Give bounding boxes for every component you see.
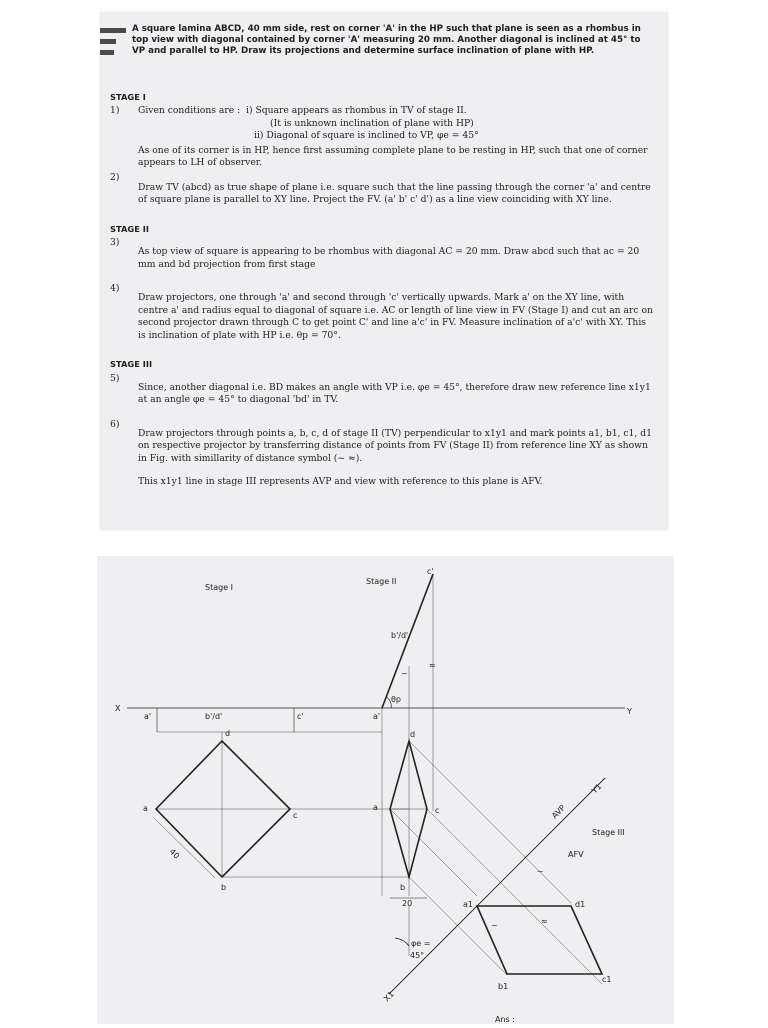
step5-text: Since, another diagonal i.e. BD makes an angle with VP i.e. φe = 45°, therefore draw new reference line x1y1 at an angle φe = 45° to diagonal 'bd' in TV. <box>138 381 651 406</box>
condition-i: i) Square appears as rhombus in TV of stage II. <box>246 105 467 117</box>
x-label: X <box>115 704 121 713</box>
phi-arc <box>395 938 409 946</box>
theta-p-label: θp <box>391 695 401 704</box>
step6-text: Draw projectors through points a, b, c, d of stage II (TV) perpendicular to x1y1 and mark points a1, b1, c1, d1 on respective projector by transferring distance of points from FV (Stage II) from reference line XY as shown in Fig. with simillarity of distance symbol (~ ≈). <box>138 428 652 464</box>
step-5 <box>110 373 655 416</box>
step-number: 2) <box>110 172 120 184</box>
phi-label: φe = <box>411 939 431 948</box>
stage2-bd-prime: b'/d' <box>391 631 409 640</box>
x1y1-line <box>389 778 605 994</box>
stage3-projector-c <box>427 809 602 984</box>
stage1-label: Stage I <box>205 583 234 592</box>
scan-margin-mark <box>100 28 126 33</box>
stage3-d1: d1 <box>575 900 586 909</box>
approx-mark: ≈ <box>541 917 548 926</box>
stage2-c-prime: c' <box>427 567 434 576</box>
step-number: 3) <box>110 237 120 249</box>
tilde-mark: ~ <box>491 921 498 930</box>
stage3-projector-d <box>409 741 571 903</box>
stage2-c: c <box>435 806 440 815</box>
tilde-mark: ~ <box>537 867 544 876</box>
stage2-b: b <box>400 883 406 892</box>
avp-label: AVP <box>550 803 568 821</box>
step-6 <box>110 419 655 475</box>
phi-value: 45° <box>410 951 425 960</box>
stage3-c1: c1 <box>602 975 612 984</box>
text-page <box>100 12 668 530</box>
stage1-bd-prime: b'/d' <box>205 712 223 721</box>
y-label: Y <box>627 707 632 716</box>
condition-i-note: (It is unknown inclination of plane with HP) <box>270 117 474 129</box>
stage1-d: d <box>225 729 231 738</box>
projection-drawing <box>97 556 674 1024</box>
solution-text <box>110 84 655 489</box>
step-number: 6) <box>110 418 120 430</box>
approx-mark: ≈ <box>429 661 436 670</box>
drawing-page <box>97 556 674 1024</box>
side-dimension: 40 <box>167 847 182 861</box>
scan-margin-mark <box>100 50 114 55</box>
step1-lead: Given conditions are : <box>138 105 241 117</box>
step-4 <box>110 283 655 351</box>
dim-20: 20 <box>402 899 413 908</box>
step-number: 5) <box>110 372 120 384</box>
stage2-a-prime: a' <box>373 712 381 721</box>
stage2-heading: STAGE II <box>110 223 149 234</box>
y1-label: Y1 <box>590 781 604 796</box>
step-number: 1) <box>110 105 120 117</box>
problem-statement: A square lamina ABCD, 40 mm side, rest on corner 'A' in the HP such that plane is seen as a rhombus in top view with diagonal contained by corner 'A' measuring 20 mm. Another diagonal is inclined at 45° to VP and parallel to HP. Draw its projections and determine surface inclination of plane with HP. <box>132 24 641 56</box>
x1-label: X1 <box>382 989 396 1004</box>
answer-label: Ans : <box>495 1015 515 1024</box>
stage2-label: Stage II <box>366 577 397 586</box>
stage1-c-prime: c' <box>297 712 304 721</box>
final-statement: This x1y1 line in stage III represents AVP and view with reference to this plane is AFV. <box>138 476 543 488</box>
stage1-heading: STAGE I <box>110 92 146 102</box>
stage2-a: a <box>373 803 378 812</box>
side-dimension-line <box>154 818 215 878</box>
step-2 <box>110 172 655 215</box>
stage1-c: c <box>293 811 298 820</box>
step3-text: As top view of square is appearing to be rhombus with diagonal AC = 20 mm. Draw abcd such that ac = 20 mm and bd projection from first stage <box>138 246 640 270</box>
stage3-a1: a1 <box>463 900 473 909</box>
stage3-b1: b1 <box>498 982 509 991</box>
step-number: 4) <box>110 283 120 295</box>
step2-text: Draw TV (abcd) as true shape of plane i.e. square such that the line passing through the corner 'a' and centre of square plane is parallel to XY line. Project the FV. (a' b' c' d') as a line view coinciding with XY line. <box>138 181 651 206</box>
stage3-label: Stage III <box>592 828 625 837</box>
step4-text: Draw projectors, one through 'a' and second through 'c' vertically upwards. Mark a' on the XY line, with centre a' and radius equal to diagonal of square i.e. AC or length of line view in FV (Stage I) and cut an arc on second projector drawn through C to get point C' and line a'c' in FV. Measure inclination of a'c' with XY. This is inclination of plate with HP i.e. θp = 70°. <box>138 292 653 341</box>
stage1-paragraph: As one of its corner is in HP, hence first assuming complete plane to be resting in HP, such that one of corner appears to LH of observer. <box>138 144 648 169</box>
stage2-front-view-line <box>382 574 433 708</box>
afv-label: AFV <box>568 850 584 859</box>
stage1-a: a <box>143 804 148 813</box>
tilde-mark: ~ <box>401 669 408 678</box>
stage1-b: b <box>221 883 227 892</box>
condition-ii: ii) Diagonal of square is inclined to VP, φe = 45° <box>254 130 479 142</box>
stage3-heading: STAGE III <box>110 359 153 370</box>
stage1-a-prime: a' <box>144 712 152 721</box>
scan-margin-mark <box>100 39 116 44</box>
step-1 <box>110 105 655 169</box>
stage2-d: d <box>410 730 416 739</box>
step-3 <box>110 237 655 280</box>
